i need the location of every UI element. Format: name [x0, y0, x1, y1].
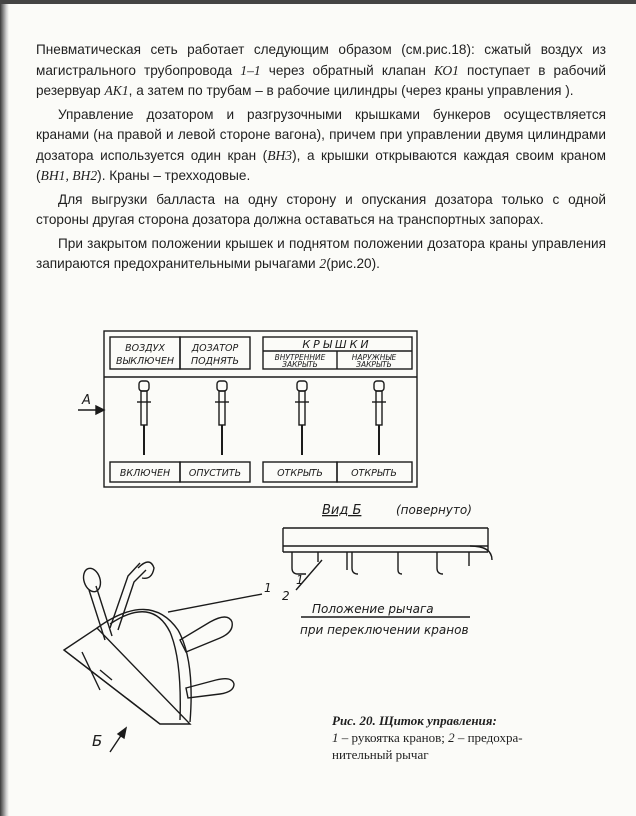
- paragraph-run: АК1: [104, 83, 129, 98]
- paragraph-run: Управление дозатором и разгрузочными крышками бункеров осуществляется кранами (на правой и левой стороне вагона), причем при управлении двумя цилиндрами дозатора используется один кран (: [36, 106, 606, 163]
- paragraph-run: Пневматическая сеть работает следующим образом (см.рис.18): сжатый воздух из магистрального трубопровода: [36, 42, 606, 78]
- view-b-callout-1: 1: [296, 573, 304, 587]
- body-text: [36, 40, 606, 278]
- paragraph-run: , а затем по трубам – в рабочие цилиндры (через краны управления ).: [128, 83, 574, 98]
- panel-label-air-2: ВЫКЛЮЧЕН: [115, 356, 175, 367]
- paragraph-run: через обратный клапан: [260, 62, 434, 78]
- panel-label-covers: КРЫШКИ: [302, 338, 372, 351]
- lever-caption-2: при переключении кранов: [300, 623, 469, 637]
- view-b-title: Вид Б: [322, 503, 362, 518]
- caption-text-1: – рукоятка кранов;: [338, 730, 449, 745]
- panel-label-doser-2: ПОДНЯТЬ: [190, 356, 240, 367]
- paragraph-run: ВН3: [267, 147, 293, 163]
- crane-handle-3: [295, 381, 309, 455]
- caption-line-1: [332, 729, 632, 746]
- paragraph-run: КО1: [433, 62, 459, 78]
- paragraph-run: ). Краны – трехходовые.: [97, 168, 251, 183]
- paragraph-run: поступает в рабочий резервуар: [36, 62, 606, 98]
- view-b-label: Б: [92, 732, 103, 750]
- paragraph-4: [36, 234, 606, 275]
- paragraph-run: ), а крышки открываются каждая своим краном (: [36, 147, 606, 183]
- paragraph-1: [36, 40, 606, 102]
- panel-bottom-label-3: ОТКРЫТЬ: [277, 468, 323, 479]
- view-b-note: (повернуто): [396, 503, 472, 517]
- panel-label-doser-1: ДОЗАТОР: [191, 343, 239, 354]
- paragraph-run: При закрытом положении крышек и поднятом положении дозатора краны управления запираются предохранительными рычагами: [36, 235, 606, 271]
- panel-label-outer-2: ЗАКРЫТЬ: [356, 360, 392, 369]
- lever-caption-1: Положение рычага: [312, 602, 434, 616]
- caption-text-2: – предохра-: [454, 730, 523, 745]
- panel-bottom-label-1: ВКЛЮЧЕН: [119, 468, 171, 479]
- paragraph-2: [36, 105, 606, 187]
- paragraph-run: 1–1: [240, 62, 261, 78]
- panel-label-air-1: ВОЗДУХ: [125, 343, 165, 354]
- view-b-callout-2: 2: [282, 589, 290, 603]
- view-a-label: А: [82, 393, 91, 408]
- panel-label-outer-1: НАРУЖНЫЕ: [351, 353, 397, 362]
- panel-bottom-label-2: ОПУСТИТЬ: [188, 468, 242, 479]
- caption-num-1: 1: [332, 730, 339, 745]
- paragraph-run: (рис.20).: [326, 256, 380, 271]
- view-b-drawing: [283, 528, 492, 590]
- paragraph-run: 2: [319, 256, 327, 271]
- figure-caption: [332, 712, 632, 763]
- paragraph-run: ВН1, ВН2: [40, 168, 98, 183]
- crane-handle-4: [372, 381, 386, 455]
- paragraph-3: [36, 190, 606, 231]
- panel-label-inner-1: ВНУТРЕННИЕ: [274, 353, 326, 362]
- caption-line-2: нительный рычаг: [332, 747, 429, 762]
- perspective-callout-1: 1: [264, 581, 272, 595]
- caption-title: Рис. 20. Щиток управления:: [332, 713, 497, 728]
- crane-handle-1: [137, 381, 151, 455]
- panel-label-inner-2: ЗАКРЫТЬ: [282, 360, 318, 369]
- panel-bottom-label-4: ОТКРЫТЬ: [351, 468, 397, 479]
- page-top-edge: [0, 0, 636, 4]
- caption-num-2: 2: [448, 730, 455, 745]
- paragraph-run: Для выгрузки балласта на одну сторону и опускания дозатора только с одной стороны другая сторона дозатора должна оставаться на транспортных запорах.: [36, 191, 606, 227]
- perspective-control-panel: [64, 562, 262, 752]
- crane-handle-2: [215, 381, 229, 455]
